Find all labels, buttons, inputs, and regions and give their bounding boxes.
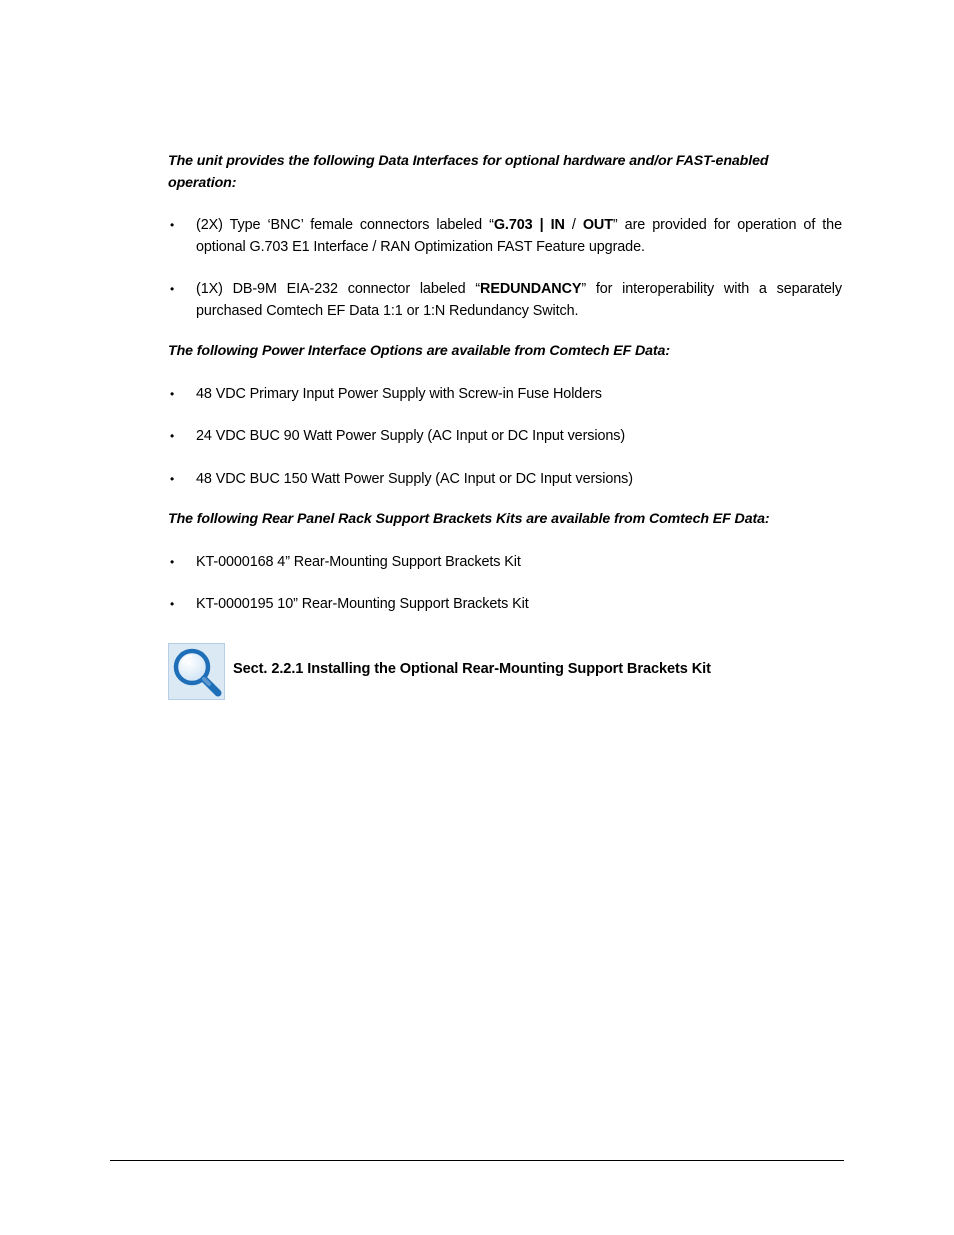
magnifier-icon: [168, 643, 225, 700]
bullet-icon: •: [170, 597, 175, 611]
list-item: • 48 VDC BUC 150 Watt Power Supply (AC Input or DC Input versions): [168, 469, 842, 491]
page-content: [168, 151, 842, 616]
list-item: • 48 VDC Primary Input Power Supply with Screw-in Fuse Holders: [168, 384, 842, 406]
data-interfaces-heading: [168, 151, 842, 194]
bullet-icon: •: [170, 218, 175, 232]
cross-reference: [168, 643, 848, 700]
bullet-icon: •: [170, 386, 175, 401]
list-item: • (1X) DB-9M EIA-232 connector labeled “REDUNDANCY” for interoperability with a separately purchased Comtech EF Data 1:1 or 1:N Redundancy Switch.: [170, 281, 842, 319]
bullet-icon: •: [170, 471, 175, 486]
heading-line-1: The unit provides the following Data Interfaces for optional hardware and/or FAST-enabled: [168, 153, 769, 169]
reference-link-text: Sect. 2.2.1 Installing the Optional Rear-Mounting Support Brackets Kit: [233, 661, 711, 677]
bullet-icon: •: [170, 554, 175, 569]
brackets-kits-heading: The following Rear Panel Rack Support Brackets Kits are available from Comtech EF Data:: [168, 511, 770, 527]
list-item: • KT-0000168 4” Rear-Mounting Support Brackets Kit: [168, 552, 842, 574]
heading-line-2: operation:: [168, 174, 237, 191]
list-item: • (2X) Type ‘BNC’ female connectors labeled “G.703 | IN / OUT” are provided for operation of the optional G.703 E1 Interface / RAN Optimization FAST Feature upgrade.: [170, 217, 842, 255]
power-options-heading: The following Power Interface Options are available from Comtech EF Data:: [168, 343, 670, 359]
list-item: • 24 VDC BUC 90 Watt Power Supply (AC Input or DC Input versions): [168, 426, 842, 448]
bullet-icon: •: [170, 429, 175, 443]
list-item: • KT-0000195 10” Rear-Mounting Support Brackets Kit: [168, 594, 842, 616]
footer-divider: [110, 1160, 844, 1161]
bullet-icon: •: [170, 282, 175, 296]
